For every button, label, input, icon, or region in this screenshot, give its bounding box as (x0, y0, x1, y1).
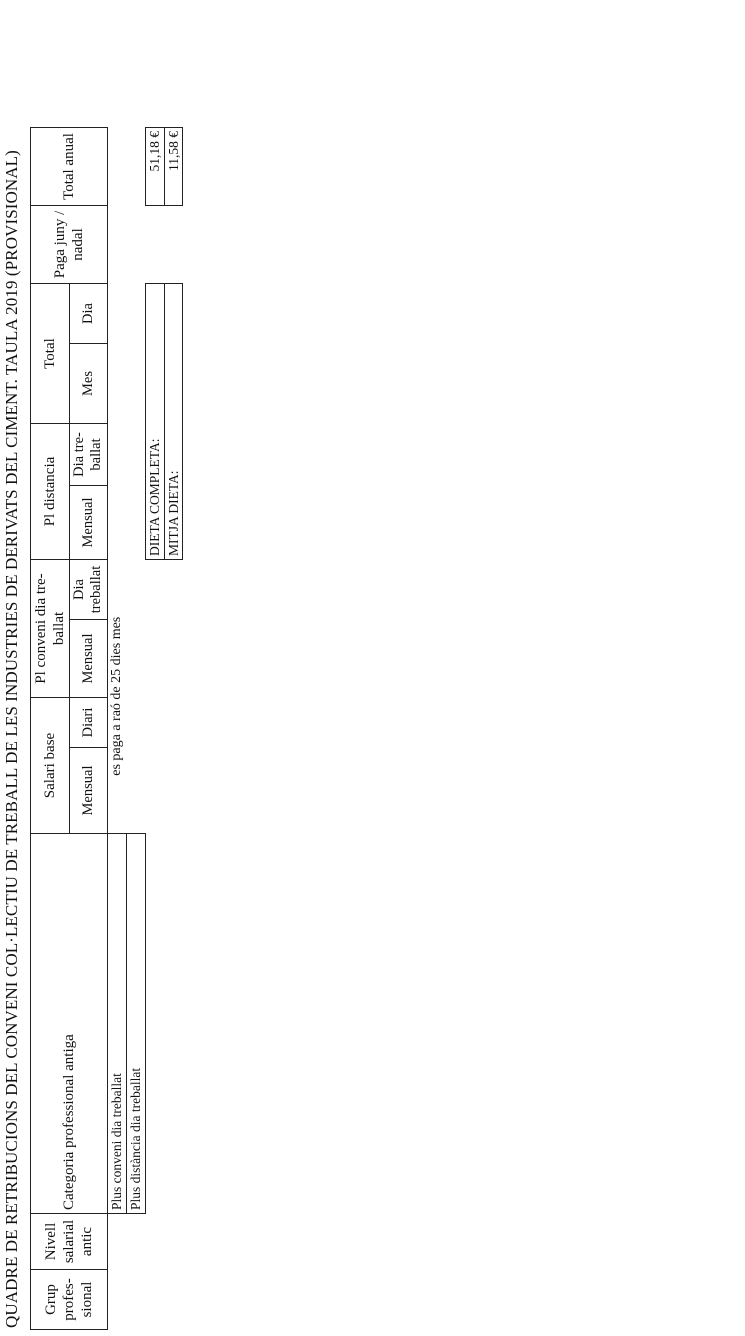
mitja-dieta-value: 11,58 € (164, 128, 183, 206)
header-pl-distancia: Pl distancia (31, 424, 70, 560)
plus-conveni-label: Plus conveni dia treballat (107, 834, 126, 1214)
header-total-mes: Mes (70, 344, 108, 424)
header-sb-diari: Diari (70, 698, 108, 748)
header-pld-dia: Dia tre-ballat (70, 424, 108, 486)
plus-distancia-label: Plus distància dia treballat (126, 834, 145, 1214)
header-pld-mensual: Mensual (70, 486, 108, 560)
header-categoria: Categoria professional antiga (31, 834, 108, 1214)
dieta-completa-value: 51,18 € (145, 128, 164, 206)
salary-table (30, 127, 183, 1330)
mitja-dieta-label: MITJA DIETA: (164, 284, 183, 560)
header-grup: Grup profes-sional (31, 1270, 108, 1330)
dieta-completa-label: DIETA COMPLETA: (145, 284, 164, 560)
header-total: Total (31, 284, 70, 424)
header-plc-mensual: Mensual (70, 620, 108, 698)
mitja-dieta-row (164, 128, 183, 1330)
header-salari-base: Salari base (31, 698, 70, 834)
payment-note: es paga a raó de 25 dies mes (108, 616, 124, 776)
header-nivell: Nivell salarial antic (31, 1214, 108, 1270)
header-plc-dia: Dia treballat (70, 560, 108, 620)
header-total-dia: Dia (70, 284, 108, 344)
header-sb-mensual: Mensual (70, 748, 108, 834)
header-total-anual: Total anual (31, 128, 108, 206)
footer-row-1 (107, 128, 126, 1330)
dieta-completa-row (145, 128, 164, 1330)
page-title: QUADRE DE RETRIBUCIONS DEL CONVENI COL·LECTIU DE TREBALL DE LES INDUSTRIES DE DERIVATS DEL CIMENT. TAULA 2019 (PROVISIONAL) (2, 150, 21, 1328)
header-pl-conveni: Pl conveni dia tre-ballat (31, 560, 70, 698)
header-paga: Paga juny / nadal (31, 206, 108, 284)
